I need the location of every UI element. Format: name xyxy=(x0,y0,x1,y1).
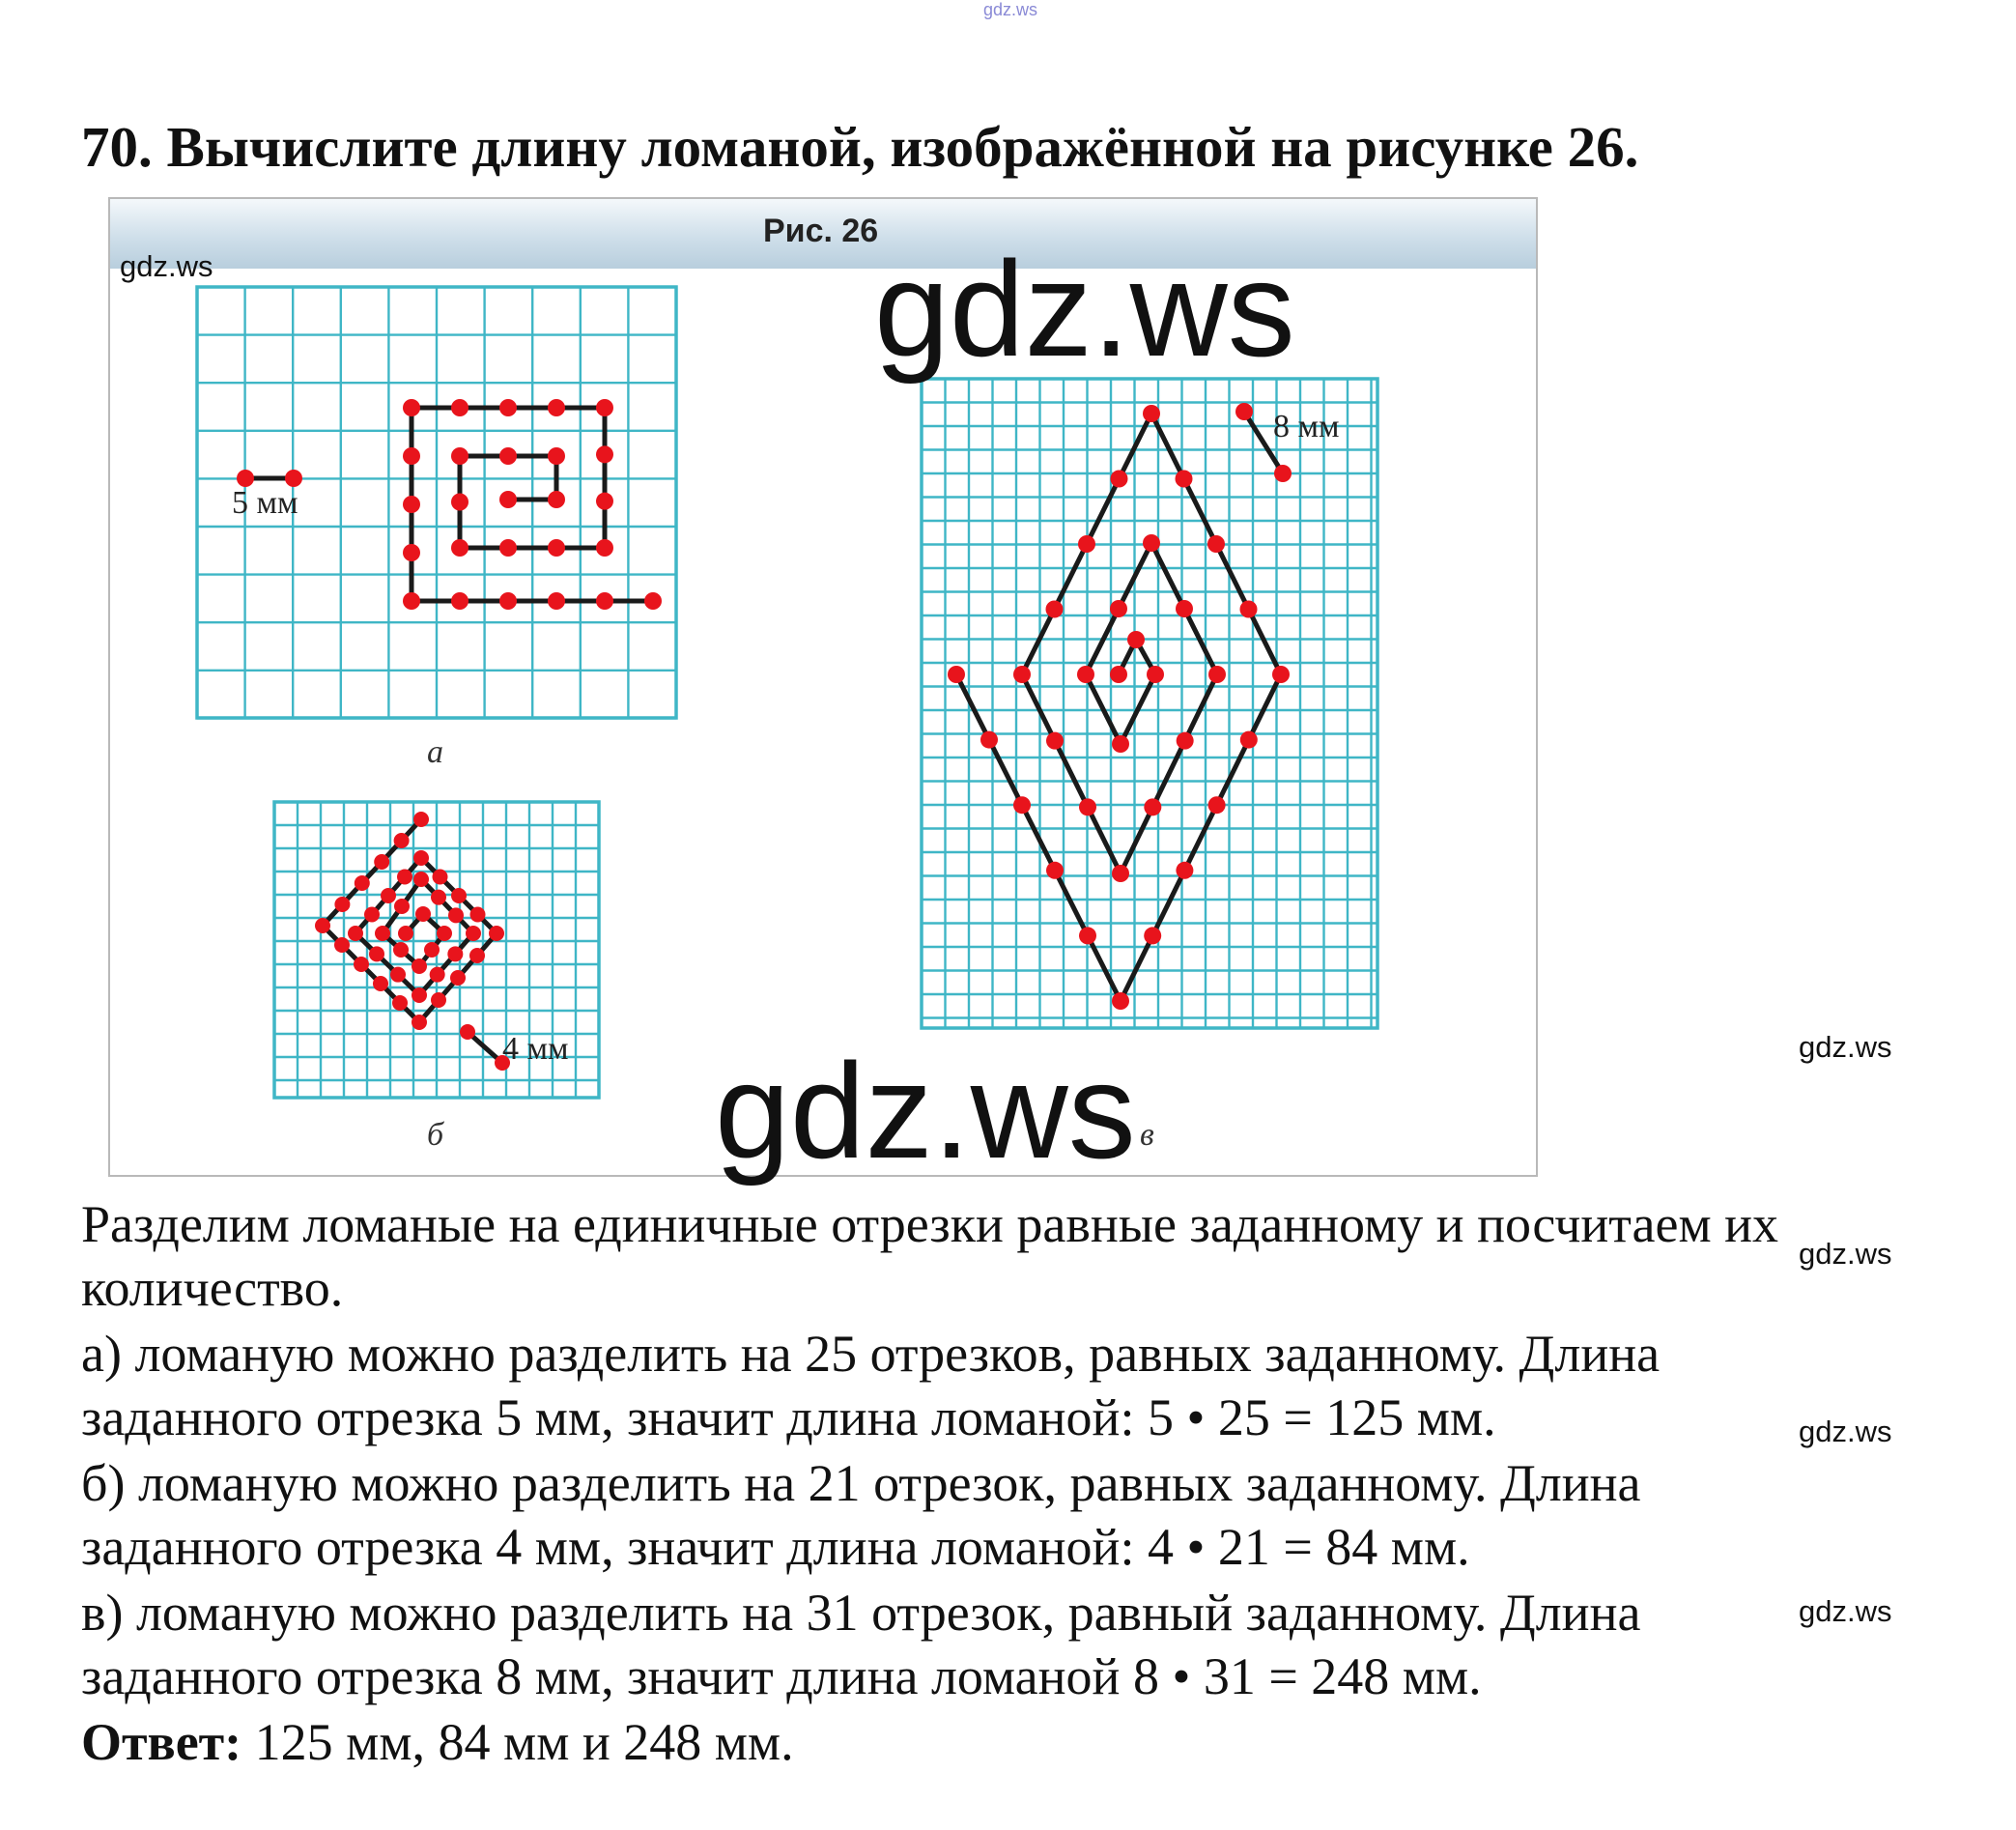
point-b xyxy=(364,907,380,923)
point-b xyxy=(469,948,485,963)
polyline-b xyxy=(323,819,497,1022)
point-b xyxy=(381,888,396,903)
point-c xyxy=(1272,666,1290,683)
figure-caption: Рис. 26 xyxy=(763,213,879,249)
point-a xyxy=(596,539,613,557)
point-b xyxy=(424,942,440,958)
solution-line-2: количество. xyxy=(81,1259,344,1317)
point-b xyxy=(413,812,429,827)
point-a xyxy=(596,445,613,463)
point-c xyxy=(1176,862,1193,879)
task-title: 70. Вычислите длину ломаной, изображённой на рисунке 26. xyxy=(81,115,1639,179)
point-a xyxy=(499,447,517,465)
point-a xyxy=(499,539,517,557)
point-b xyxy=(466,926,481,941)
point-a xyxy=(403,544,420,561)
point-b xyxy=(448,907,464,923)
point-b xyxy=(374,854,389,870)
point-b xyxy=(375,926,390,941)
answer-line xyxy=(81,1713,794,1771)
point-c xyxy=(1147,666,1164,683)
point-a xyxy=(548,447,565,465)
point-b xyxy=(450,970,466,986)
point-b xyxy=(355,875,370,891)
point-b xyxy=(412,958,427,974)
point-c xyxy=(1046,732,1064,750)
point-c xyxy=(1144,798,1161,815)
point-c xyxy=(1177,732,1194,750)
unit-label-b: 4 мм xyxy=(502,1031,569,1067)
point-a xyxy=(451,447,469,465)
point-b xyxy=(390,967,406,983)
point-a xyxy=(403,496,420,513)
point-a xyxy=(499,491,517,508)
point-b xyxy=(451,888,467,903)
point-b xyxy=(489,926,504,941)
point-b xyxy=(460,1024,475,1040)
point-a xyxy=(596,592,613,610)
watermark-right-1: gdz.ws xyxy=(1799,1030,1892,1064)
point-c xyxy=(1176,600,1193,617)
point-c xyxy=(1077,666,1094,683)
point-b xyxy=(315,918,330,933)
solution-line-1: Разделим ломаные на единичные отрезки равные заданному и посчитаем их xyxy=(81,1195,1779,1253)
watermark-top: gdz.ws xyxy=(983,0,1038,19)
point-a xyxy=(451,399,469,416)
point-c xyxy=(1111,471,1128,488)
point-c xyxy=(1143,534,1160,552)
point-a xyxy=(596,399,613,416)
point-b xyxy=(354,957,369,972)
point-c xyxy=(1176,471,1193,488)
point-c xyxy=(1079,798,1096,815)
point-b xyxy=(398,926,413,941)
point-c xyxy=(948,666,965,683)
point-a xyxy=(451,494,469,511)
point-c xyxy=(1046,601,1064,618)
point-c xyxy=(1274,465,1292,482)
polyline-c xyxy=(956,414,1281,1001)
point-c xyxy=(1112,735,1129,753)
point-c xyxy=(1046,862,1064,879)
point-c xyxy=(1240,731,1258,749)
point-a xyxy=(548,399,565,416)
point-b xyxy=(415,906,431,922)
solution-line-b2: заданного отрезка 4 мм, значит длина ломаной: 4 • 21 = 84 мм. xyxy=(81,1518,1470,1576)
point-a xyxy=(451,539,469,557)
point-c xyxy=(1127,631,1145,648)
point-a xyxy=(403,399,420,416)
point-a xyxy=(403,592,420,610)
point-b xyxy=(397,870,412,885)
point-b xyxy=(447,946,463,961)
point-b xyxy=(437,926,452,941)
point-b xyxy=(431,992,446,1008)
point-b xyxy=(348,926,363,941)
point-c xyxy=(1208,796,1226,814)
watermark-right-2: gdz.ws xyxy=(1799,1237,1892,1271)
point-a xyxy=(403,447,420,465)
point-b xyxy=(430,967,445,983)
point-c xyxy=(1112,865,1129,882)
panel-c-letter: в xyxy=(1140,1117,1154,1153)
point-c xyxy=(1143,405,1160,422)
point-b xyxy=(412,987,427,1003)
watermark-big-top: gdz.ws xyxy=(874,233,1295,385)
point-b xyxy=(413,872,429,887)
solution-line-c2: заданного отрезка 8 мм, значит длина ломаной 8 • 31 = 248 мм. xyxy=(81,1647,1482,1705)
point-a xyxy=(644,592,662,610)
point-b xyxy=(433,870,448,885)
point-c xyxy=(1208,666,1226,683)
point-c xyxy=(1110,666,1127,683)
panel-a-letter: а xyxy=(427,734,443,770)
point-b xyxy=(394,899,410,914)
point-c xyxy=(1110,600,1127,617)
solution-line-a2: заданного отрезка 5 мм, значит длина ломаной: 5 • 25 = 125 мм. xyxy=(81,1388,1496,1446)
answer-label: Ответ: xyxy=(81,1713,242,1771)
solution-line-c1: в) ломаную можно разделить на 31 отрезок, равный заданному. Длина xyxy=(81,1584,1641,1642)
point-c xyxy=(1235,403,1253,420)
watermark-big-bottom: gdz.ws xyxy=(715,1035,1136,1187)
point-b xyxy=(412,1015,427,1030)
unit-label-a: 5 мм xyxy=(232,485,298,521)
point-c xyxy=(1144,927,1161,944)
solution-line-b1: б) ломаную можно разделить на 21 отрезок, равных заданному. Длина xyxy=(81,1454,1641,1512)
point-c xyxy=(1013,666,1031,683)
point-c xyxy=(980,731,998,749)
point-c xyxy=(1112,992,1129,1010)
point-b xyxy=(392,995,408,1011)
point-a xyxy=(548,592,565,610)
point-a xyxy=(596,493,613,510)
point-a xyxy=(451,592,469,610)
point-b xyxy=(413,850,429,866)
point-b xyxy=(431,890,446,905)
solution-line-a1: а) ломаную можно разделить на 25 отрезков, равных заданному. Длина xyxy=(81,1325,1661,1383)
watermark-figure-left: gdz.ws xyxy=(120,249,213,283)
watermark-right-3: gdz.ws xyxy=(1799,1415,1892,1448)
point-b xyxy=(373,976,388,991)
point-c xyxy=(1240,601,1258,618)
point-b xyxy=(394,833,410,848)
point-b xyxy=(334,937,350,953)
watermark-right-4: gdz.ws xyxy=(1799,1594,1892,1628)
unit-label-c: 8 мм xyxy=(1273,409,1340,444)
point-a xyxy=(499,399,517,416)
point-c xyxy=(1013,796,1031,814)
point-c xyxy=(1079,927,1096,944)
point-a xyxy=(548,539,565,557)
point-b xyxy=(369,946,384,961)
point-b xyxy=(393,942,409,958)
point-b xyxy=(334,897,350,912)
point-c xyxy=(1207,535,1225,553)
answer-text: 125 мм, 84 мм и 248 мм. xyxy=(241,1713,794,1771)
point-c xyxy=(1078,535,1095,553)
point-a xyxy=(499,592,517,610)
point-b xyxy=(470,907,486,923)
panel-b-letter: б xyxy=(427,1117,444,1153)
point-a xyxy=(548,491,565,508)
